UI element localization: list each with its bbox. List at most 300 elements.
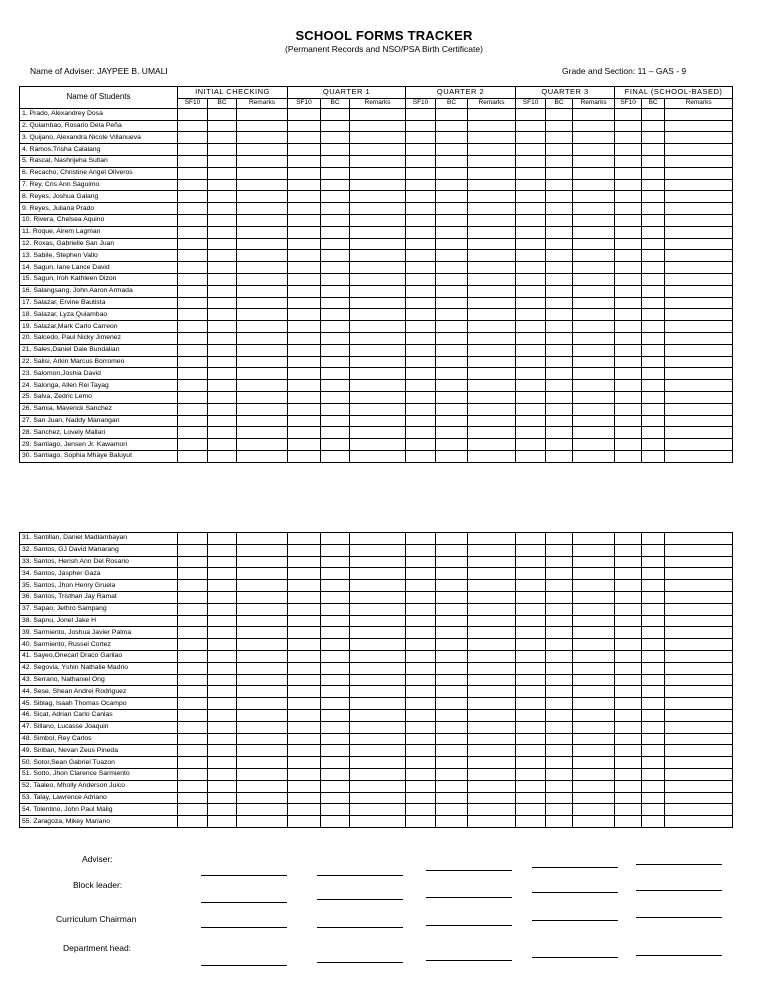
entry-cell[interactable] <box>516 179 546 191</box>
entry-cell[interactable] <box>237 580 288 592</box>
entry-cell[interactable] <box>516 650 546 662</box>
entry-cell[interactable] <box>350 639 406 651</box>
entry-cell[interactable] <box>573 191 615 203</box>
signature-line[interactable] <box>426 925 512 926</box>
entry-cell[interactable] <box>436 733 468 745</box>
entry-cell[interactable] <box>237 721 288 733</box>
entry-cell[interactable] <box>288 768 321 780</box>
entry-cell[interactable] <box>665 226 733 238</box>
entry-cell[interactable] <box>208 250 237 262</box>
entry-cell[interactable] <box>237 427 288 439</box>
entry-cell[interactable] <box>516 391 546 403</box>
entry-cell[interactable] <box>350 427 406 439</box>
entry-cell[interactable] <box>516 321 546 333</box>
entry-cell[interactable] <box>615 568 642 580</box>
entry-cell[interactable] <box>642 603 665 615</box>
entry-cell[interactable] <box>350 686 406 698</box>
entry-cell[interactable] <box>178 533 208 545</box>
entry-cell[interactable] <box>288 709 321 721</box>
entry-cell[interactable] <box>546 144 573 156</box>
entry-cell[interactable] <box>546 816 573 828</box>
entry-cell[interactable] <box>321 650 350 662</box>
entry-cell[interactable] <box>665 321 733 333</box>
entry-cell[interactable] <box>642 391 665 403</box>
entry-cell[interactable] <box>516 721 546 733</box>
entry-cell[interactable] <box>350 191 406 203</box>
entry-cell[interactable] <box>178 615 208 627</box>
entry-cell[interactable] <box>615 709 642 721</box>
entry-cell[interactable] <box>615 120 642 132</box>
entry-cell[interactable] <box>321 380 350 392</box>
entry-cell[interactable] <box>436 309 468 321</box>
entry-cell[interactable] <box>546 273 573 285</box>
entry-cell[interactable] <box>208 144 237 156</box>
entry-cell[interactable] <box>573 662 615 674</box>
entry-cell[interactable] <box>350 709 406 721</box>
entry-cell[interactable] <box>642 226 665 238</box>
entry-cell[interactable] <box>573 780 615 792</box>
entry-cell[interactable] <box>350 415 406 427</box>
entry-cell[interactable] <box>178 556 208 568</box>
entry-cell[interactable] <box>288 757 321 769</box>
entry-cell[interactable] <box>642 427 665 439</box>
entry-cell[interactable] <box>350 615 406 627</box>
entry-cell[interactable] <box>237 321 288 333</box>
entry-cell[interactable] <box>350 792 406 804</box>
entry-cell[interactable] <box>178 698 208 710</box>
entry-cell[interactable] <box>516 544 546 556</box>
entry-cell[interactable] <box>436 580 468 592</box>
entry-cell[interactable] <box>516 427 546 439</box>
entry-cell[interactable] <box>642 238 665 250</box>
signature-line[interactable] <box>317 899 403 900</box>
entry-cell[interactable] <box>350 179 406 191</box>
entry-cell[interactable] <box>468 556 516 568</box>
entry-cell[interactable] <box>178 650 208 662</box>
entry-cell[interactable] <box>436 167 468 179</box>
entry-cell[interactable] <box>436 108 468 120</box>
entry-cell[interactable] <box>406 321 436 333</box>
entry-cell[interactable] <box>615 733 642 745</box>
signature-line[interactable] <box>426 897 512 898</box>
entry-cell[interactable] <box>208 780 237 792</box>
entry-cell[interactable] <box>516 686 546 698</box>
entry-cell[interactable] <box>468 662 516 674</box>
entry-cell[interactable] <box>642 356 665 368</box>
entry-cell[interactable] <box>350 780 406 792</box>
entry-cell[interactable] <box>178 132 208 144</box>
entry-cell[interactable] <box>615 662 642 674</box>
entry-cell[interactable] <box>615 403 642 415</box>
entry-cell[interactable] <box>288 745 321 757</box>
entry-cell[interactable] <box>615 698 642 710</box>
entry-cell[interactable] <box>406 768 436 780</box>
entry-cell[interactable] <box>321 686 350 698</box>
entry-cell[interactable] <box>468 816 516 828</box>
entry-cell[interactable] <box>178 709 208 721</box>
entry-cell[interactable] <box>573 309 615 321</box>
entry-cell[interactable] <box>321 450 350 462</box>
entry-cell[interactable] <box>288 344 321 356</box>
entry-cell[interactable] <box>288 733 321 745</box>
entry-cell[interactable] <box>665 804 733 816</box>
entry-cell[interactable] <box>546 662 573 674</box>
entry-cell[interactable] <box>516 698 546 710</box>
entry-cell[interactable] <box>573 356 615 368</box>
entry-cell[interactable] <box>208 768 237 780</box>
entry-cell[interactable] <box>468 238 516 250</box>
entry-cell[interactable] <box>288 380 321 392</box>
entry-cell[interactable] <box>406 450 436 462</box>
entry-cell[interactable] <box>436 415 468 427</box>
entry-cell[interactable] <box>350 321 406 333</box>
entry-cell[interactable] <box>516 273 546 285</box>
entry-cell[interactable] <box>208 262 237 274</box>
signature-line[interactable] <box>636 864 722 865</box>
entry-cell[interactable] <box>546 439 573 451</box>
entry-cell[interactable] <box>288 780 321 792</box>
entry-cell[interactable] <box>516 191 546 203</box>
entry-cell[interactable] <box>321 804 350 816</box>
entry-cell[interactable] <box>288 639 321 651</box>
entry-cell[interactable] <box>237 167 288 179</box>
entry-cell[interactable] <box>516 768 546 780</box>
entry-cell[interactable] <box>288 674 321 686</box>
entry-cell[interactable] <box>237 191 288 203</box>
entry-cell[interactable] <box>546 745 573 757</box>
entry-cell[interactable] <box>436 403 468 415</box>
entry-cell[interactable] <box>288 108 321 120</box>
entry-cell[interactable] <box>237 132 288 144</box>
entry-cell[interactable] <box>436 273 468 285</box>
entry-cell[interactable] <box>350 273 406 285</box>
entry-cell[interactable] <box>288 580 321 592</box>
entry-cell[interactable] <box>615 768 642 780</box>
entry-cell[interactable] <box>237 757 288 769</box>
entry-cell[interactable] <box>546 603 573 615</box>
entry-cell[interactable] <box>615 556 642 568</box>
entry-cell[interactable] <box>178 238 208 250</box>
entry-cell[interactable] <box>436 321 468 333</box>
entry-cell[interactable] <box>573 285 615 297</box>
entry-cell[interactable] <box>350 309 406 321</box>
entry-cell[interactable] <box>288 698 321 710</box>
entry-cell[interactable] <box>546 356 573 368</box>
signature-line[interactable] <box>532 867 618 868</box>
entry-cell[interactable] <box>468 132 516 144</box>
entry-cell[interactable] <box>468 674 516 686</box>
entry-cell[interactable] <box>468 757 516 769</box>
entry-cell[interactable] <box>208 132 237 144</box>
entry-cell[interactable] <box>546 650 573 662</box>
entry-cell[interactable] <box>573 686 615 698</box>
entry-cell[interactable] <box>546 709 573 721</box>
entry-cell[interactable] <box>350 733 406 745</box>
entry-cell[interactable] <box>468 603 516 615</box>
entry-cell[interactable] <box>208 120 237 132</box>
entry-cell[interactable] <box>436 627 468 639</box>
entry-cell[interactable] <box>615 108 642 120</box>
entry-cell[interactable] <box>615 273 642 285</box>
entry-cell[interactable] <box>178 391 208 403</box>
entry-cell[interactable] <box>436 650 468 662</box>
entry-cell[interactable] <box>406 745 436 757</box>
entry-cell[interactable] <box>321 603 350 615</box>
entry-cell[interactable] <box>516 297 546 309</box>
entry-cell[interactable] <box>237 273 288 285</box>
entry-cell[interactable] <box>237 179 288 191</box>
entry-cell[interactable] <box>615 203 642 215</box>
entry-cell[interactable] <box>406 627 436 639</box>
entry-cell[interactable] <box>436 639 468 651</box>
entry-cell[interactable] <box>642 768 665 780</box>
entry-cell[interactable] <box>516 792 546 804</box>
entry-cell[interactable] <box>321 662 350 674</box>
entry-cell[interactable] <box>468 544 516 556</box>
entry-cell[interactable] <box>237 238 288 250</box>
entry-cell[interactable] <box>642 804 665 816</box>
entry-cell[interactable] <box>406 167 436 179</box>
entry-cell[interactable] <box>406 191 436 203</box>
entry-cell[interactable] <box>546 403 573 415</box>
entry-cell[interactable] <box>516 439 546 451</box>
entry-cell[interactable] <box>406 262 436 274</box>
entry-cell[interactable] <box>208 450 237 462</box>
entry-cell[interactable] <box>665 686 733 698</box>
entry-cell[interactable] <box>665 262 733 274</box>
entry-cell[interactable] <box>516 780 546 792</box>
entry-cell[interactable] <box>642 674 665 686</box>
entry-cell[interactable] <box>208 415 237 427</box>
entry-cell[interactable] <box>468 273 516 285</box>
entry-cell[interactable] <box>237 533 288 545</box>
entry-cell[interactable] <box>665 155 733 167</box>
entry-cell[interactable] <box>288 167 321 179</box>
entry-cell[interactable] <box>468 108 516 120</box>
entry-cell[interactable] <box>615 580 642 592</box>
entry-cell[interactable] <box>665 250 733 262</box>
entry-cell[interactable] <box>665 415 733 427</box>
entry-cell[interactable] <box>573 757 615 769</box>
entry-cell[interactable] <box>237 309 288 321</box>
entry-cell[interactable] <box>208 674 237 686</box>
entry-cell[interactable] <box>573 603 615 615</box>
entry-cell[interactable] <box>237 403 288 415</box>
entry-cell[interactable] <box>615 721 642 733</box>
entry-cell[interactable] <box>468 191 516 203</box>
entry-cell[interactable] <box>615 627 642 639</box>
entry-cell[interactable] <box>208 427 237 439</box>
entry-cell[interactable] <box>468 627 516 639</box>
entry-cell[interactable] <box>178 757 208 769</box>
entry-cell[interactable] <box>642 639 665 651</box>
entry-cell[interactable] <box>546 179 573 191</box>
entry-cell[interactable] <box>237 368 288 380</box>
entry-cell[interactable] <box>406 120 436 132</box>
entry-cell[interactable] <box>208 321 237 333</box>
entry-cell[interactable] <box>237 556 288 568</box>
entry-cell[interactable] <box>615 226 642 238</box>
entry-cell[interactable] <box>615 533 642 545</box>
entry-cell[interactable] <box>615 332 642 344</box>
entry-cell[interactable] <box>468 792 516 804</box>
entry-cell[interactable] <box>406 698 436 710</box>
entry-cell[interactable] <box>350 568 406 580</box>
entry-cell[interactable] <box>208 804 237 816</box>
entry-cell[interactable] <box>573 368 615 380</box>
entry-cell[interactable] <box>665 698 733 710</box>
entry-cell[interactable] <box>665 132 733 144</box>
entry-cell[interactable] <box>468 533 516 545</box>
entry-cell[interactable] <box>642 757 665 769</box>
entry-cell[interactable] <box>321 544 350 556</box>
entry-cell[interactable] <box>350 698 406 710</box>
entry-cell[interactable] <box>436 120 468 132</box>
entry-cell[interactable] <box>615 650 642 662</box>
entry-cell[interactable] <box>321 309 350 321</box>
entry-cell[interactable] <box>350 768 406 780</box>
entry-cell[interactable] <box>178 627 208 639</box>
entry-cell[interactable] <box>546 544 573 556</box>
entry-cell[interactable] <box>468 580 516 592</box>
entry-cell[interactable] <box>321 792 350 804</box>
entry-cell[interactable] <box>288 603 321 615</box>
entry-cell[interactable] <box>468 297 516 309</box>
entry-cell[interactable] <box>516 533 546 545</box>
entry-cell[interactable] <box>288 285 321 297</box>
entry-cell[interactable] <box>208 285 237 297</box>
entry-cell[interactable] <box>406 792 436 804</box>
entry-cell[interactable] <box>178 332 208 344</box>
entry-cell[interactable] <box>237 662 288 674</box>
entry-cell[interactable] <box>665 427 733 439</box>
entry-cell[interactable] <box>573 332 615 344</box>
entry-cell[interactable] <box>665 309 733 321</box>
entry-cell[interactable] <box>288 226 321 238</box>
entry-cell[interactable] <box>642 108 665 120</box>
entry-cell[interactable] <box>178 144 208 156</box>
entry-cell[interactable] <box>288 450 321 462</box>
entry-cell[interactable] <box>208 273 237 285</box>
entry-cell[interactable] <box>665 108 733 120</box>
entry-cell[interactable] <box>573 226 615 238</box>
entry-cell[interactable] <box>208 167 237 179</box>
entry-cell[interactable] <box>665 745 733 757</box>
entry-cell[interactable] <box>516 332 546 344</box>
entry-cell[interactable] <box>208 568 237 580</box>
entry-cell[interactable] <box>615 757 642 769</box>
entry-cell[interactable] <box>208 380 237 392</box>
entry-cell[interactable] <box>208 155 237 167</box>
entry-cell[interactable] <box>350 285 406 297</box>
entry-cell[interactable] <box>642 368 665 380</box>
entry-cell[interactable] <box>406 238 436 250</box>
entry-cell[interactable] <box>321 439 350 451</box>
entry-cell[interactable] <box>516 591 546 603</box>
entry-cell[interactable] <box>546 450 573 462</box>
entry-cell[interactable] <box>436 179 468 191</box>
entry-cell[interactable] <box>573 250 615 262</box>
entry-cell[interactable] <box>208 203 237 215</box>
entry-cell[interactable] <box>350 439 406 451</box>
entry-cell[interactable] <box>516 203 546 215</box>
entry-cell[interactable] <box>573 674 615 686</box>
entry-cell[interactable] <box>350 262 406 274</box>
entry-cell[interactable] <box>665 615 733 627</box>
entry-cell[interactable] <box>436 344 468 356</box>
entry-cell[interactable] <box>546 191 573 203</box>
entry-cell[interactable] <box>288 238 321 250</box>
entry-cell[interactable] <box>288 120 321 132</box>
entry-cell[interactable] <box>350 155 406 167</box>
entry-cell[interactable] <box>321 556 350 568</box>
entry-cell[interactable] <box>436 757 468 769</box>
entry-cell[interactable] <box>208 745 237 757</box>
entry-cell[interactable] <box>178 768 208 780</box>
signature-line[interactable] <box>201 875 287 876</box>
entry-cell[interactable] <box>573 132 615 144</box>
entry-cell[interactable] <box>288 144 321 156</box>
entry-cell[interactable] <box>406 155 436 167</box>
entry-cell[interactable] <box>665 439 733 451</box>
entry-cell[interactable] <box>288 804 321 816</box>
entry-cell[interactable] <box>237 285 288 297</box>
entry-cell[interactable] <box>615 144 642 156</box>
entry-cell[interactable] <box>321 403 350 415</box>
entry-cell[interactable] <box>288 250 321 262</box>
entry-cell[interactable] <box>406 250 436 262</box>
entry-cell[interactable] <box>178 344 208 356</box>
entry-cell[interactable] <box>468 439 516 451</box>
entry-cell[interactable] <box>237 332 288 344</box>
entry-cell[interactable] <box>573 650 615 662</box>
entry-cell[interactable] <box>288 155 321 167</box>
entry-cell[interactable] <box>237 591 288 603</box>
entry-cell[interactable] <box>288 662 321 674</box>
entry-cell[interactable] <box>615 391 642 403</box>
entry-cell[interactable] <box>350 450 406 462</box>
entry-cell[interactable] <box>208 662 237 674</box>
entry-cell[interactable] <box>436 768 468 780</box>
entry-cell[interactable] <box>436 698 468 710</box>
entry-cell[interactable] <box>573 556 615 568</box>
entry-cell[interactable] <box>573 768 615 780</box>
entry-cell[interactable] <box>546 214 573 226</box>
entry-cell[interactable] <box>436 615 468 627</box>
entry-cell[interactable] <box>546 415 573 427</box>
entry-cell[interactable] <box>516 556 546 568</box>
entry-cell[interactable] <box>288 650 321 662</box>
entry-cell[interactable] <box>516 344 546 356</box>
entry-cell[interactable] <box>665 721 733 733</box>
entry-cell[interactable] <box>436 709 468 721</box>
entry-cell[interactable] <box>642 297 665 309</box>
entry-cell[interactable] <box>546 262 573 274</box>
entry-cell[interactable] <box>321 214 350 226</box>
entry-cell[interactable] <box>350 144 406 156</box>
entry-cell[interactable] <box>546 627 573 639</box>
entry-cell[interactable] <box>288 309 321 321</box>
entry-cell[interactable] <box>178 226 208 238</box>
entry-cell[interactable] <box>642 698 665 710</box>
entry-cell[interactable] <box>615 309 642 321</box>
entry-cell[interactable] <box>573 344 615 356</box>
entry-cell[interactable] <box>288 533 321 545</box>
entry-cell[interactable] <box>406 556 436 568</box>
entry-cell[interactable] <box>665 214 733 226</box>
signature-line[interactable] <box>532 892 618 893</box>
entry-cell[interactable] <box>468 415 516 427</box>
